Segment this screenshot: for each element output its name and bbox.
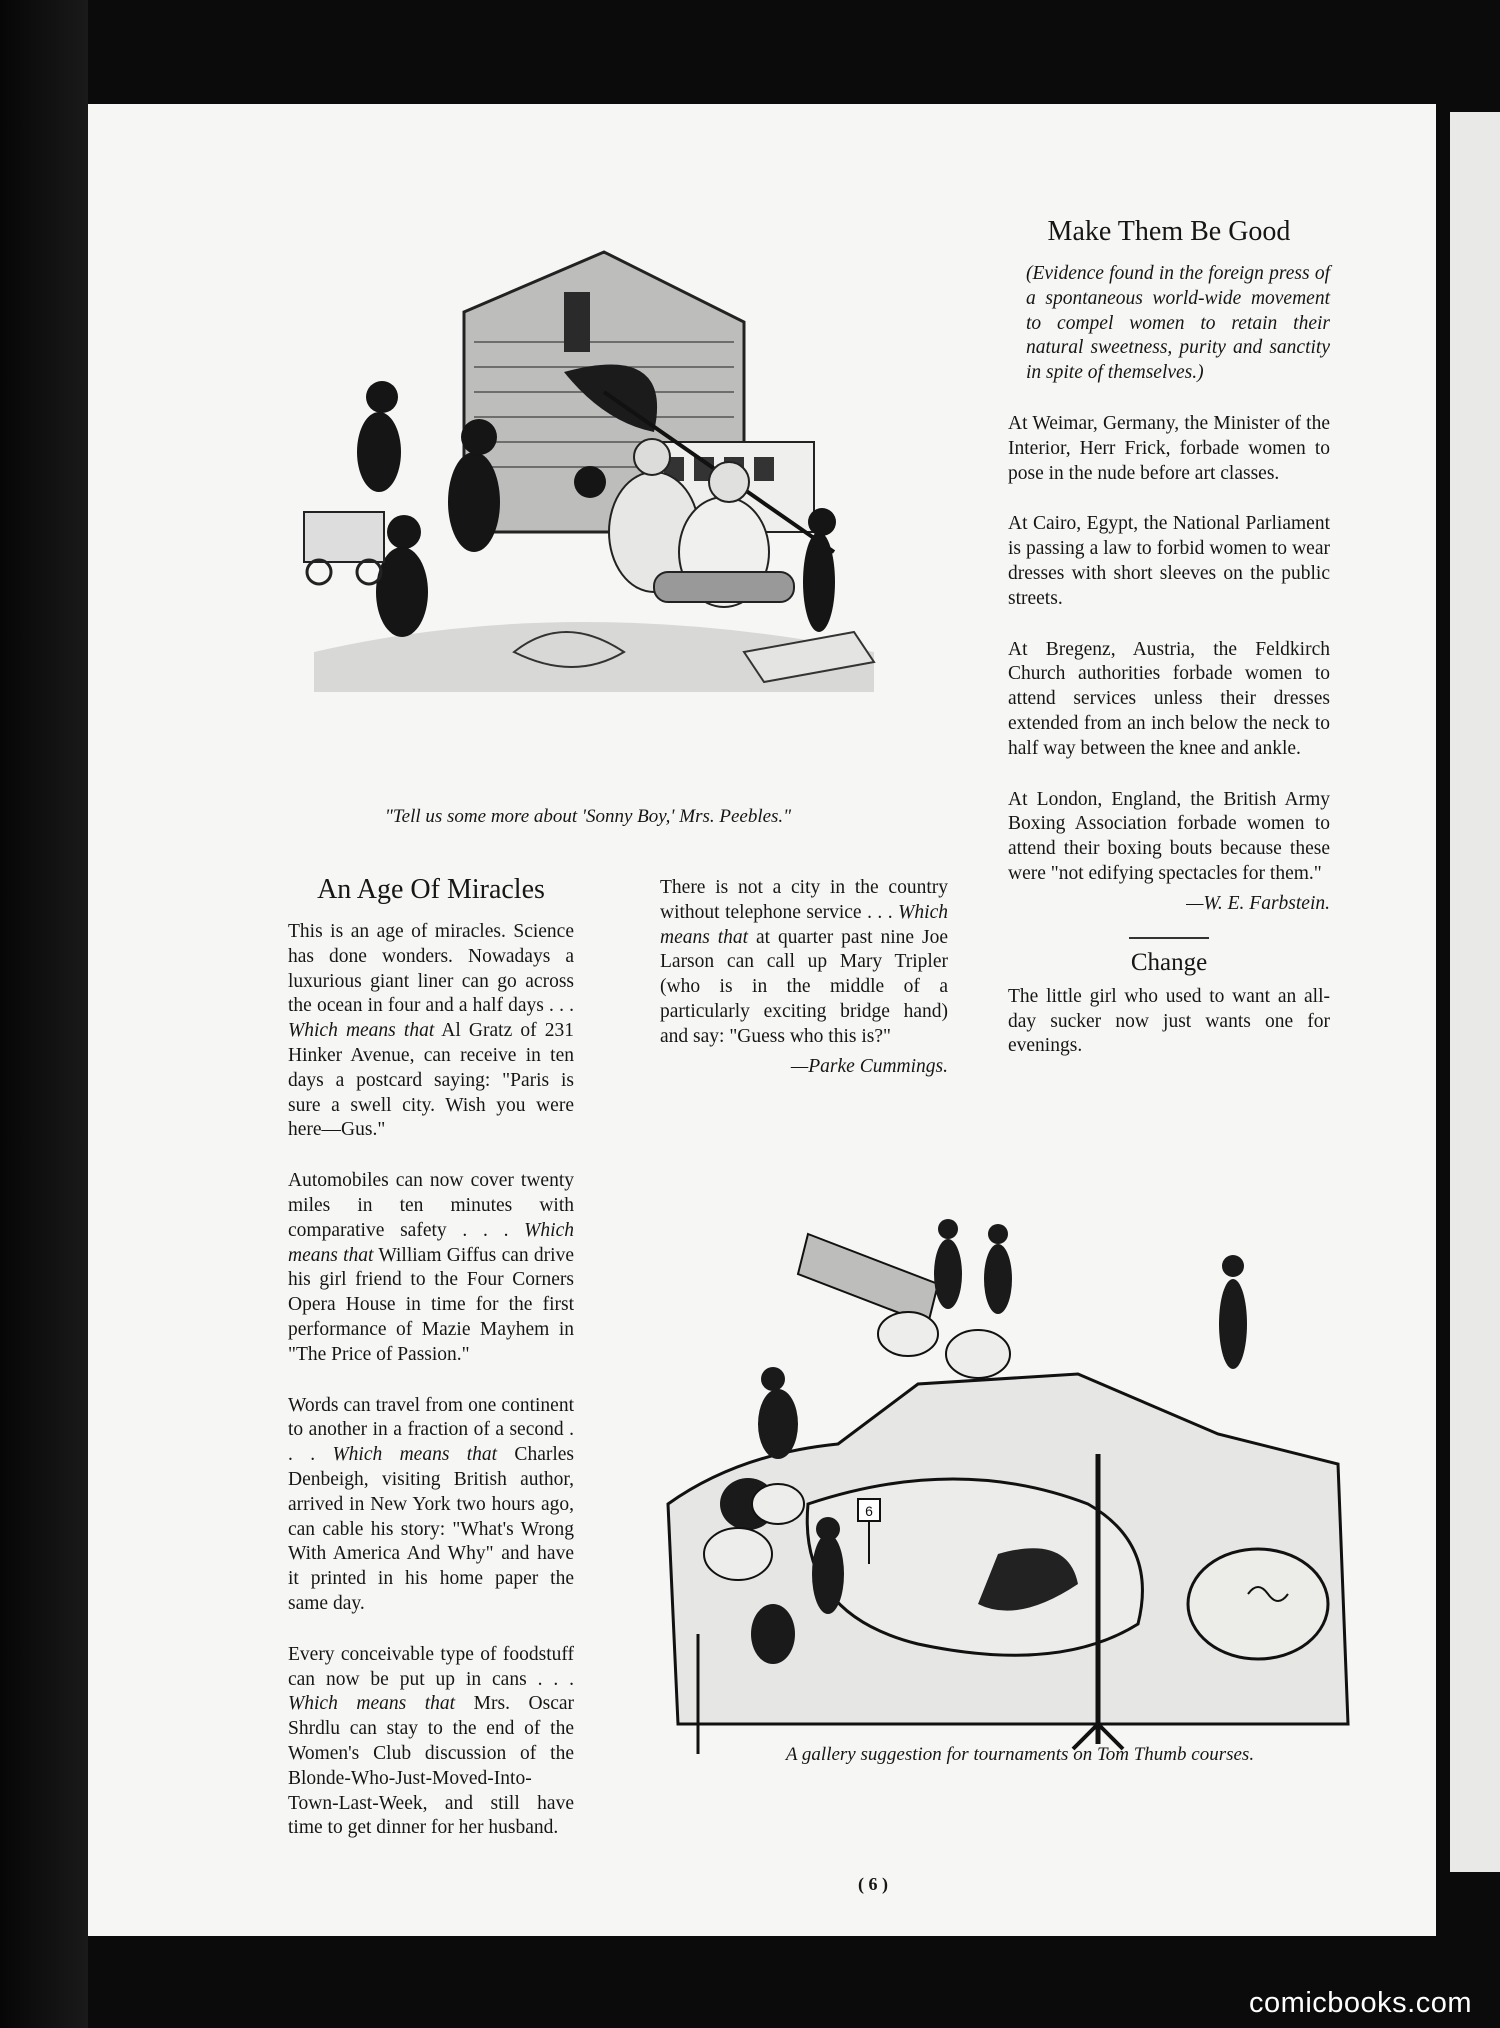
main-article-title: An Age Of Miracles — [317, 874, 545, 905]
article-paragraph: There is not a city in the country without telephone service . . . Which means that at quarter past nine Joe Larson can call up Mary Tripler (who is in the middle of a particularly exciting bridge hand) and say: "Guess who this is?" — [660, 877, 948, 1047]
sidebar-article — [1008, 216, 1330, 1085]
bottom-cartoon-illustration — [658, 1204, 1358, 1764]
site-watermark: comicbooks.com — [1249, 1987, 1472, 2019]
sidebar-author: —W. E. Farbstein. — [1186, 892, 1330, 914]
article-paragraph: Words can travel from one continent to another in a fraction of a second . . . Which means that Charles Denbeigh, visiting British author, arrived in New York two hours ago, can cable his story: "What's Wrong With America And Why" and have it printed in his home paper the same day. — [288, 1394, 574, 1614]
magazine-page — [88, 104, 1436, 1936]
change-text: The little girl who used to want an all-day sucker now just wants one for evenings. — [1008, 985, 1330, 1057]
adjacent-page-edge — [1450, 112, 1500, 1872]
page-number: ( 6 ) — [858, 1874, 888, 1894]
left-page-shadow — [0, 0, 88, 2028]
sidebar-paragraph: At London, England, the British Army Boxing Association forbade women to attend their boxing bouts because these were "not edifying spectacles for them." — [1008, 788, 1330, 884]
sidebar-article-intro: (Evidence found in the foreign press of a spontaneous world-wide movement to compel women to retain their natural sweetness, purity and sanctity in spite of themselves.) — [1026, 263, 1330, 384]
sidebar-article-title: Make Them Be Good — [1047, 216, 1291, 247]
top-cartoon-caption: "Tell us some more about 'Sonny Boy,' Mrs. Peebles." — [384, 806, 792, 827]
top-cartoon-illustration — [274, 232, 904, 702]
change-title: Change — [1130, 948, 1208, 976]
bottom-cartoon-caption: A gallery suggestion for tournaments on Tom Thumb courses. — [785, 1744, 1255, 1765]
main-article-column-2 — [660, 876, 948, 1100]
article-paragraph: Automobiles can now cover twenty miles in ten minutes with comparative safety . . . Which means that William Giffus can drive his girl friend to the Four Corners Opera House in time for the first performance of Mazie Mayhem in "The Price of Passion." — [288, 1170, 574, 1365]
main-article-author: —Parke Cummings. — [790, 1055, 948, 1077]
main-article-column-1 — [288, 874, 574, 1867]
section-divider — [1129, 937, 1209, 939]
sidebar-paragraph: At Cairo, Egypt, the National Parliament is passing a law to forbid women to wear dresses with short sleeves on the public streets. — [1008, 513, 1330, 609]
sidebar-paragraph: At Bregenz, Austria, the Feldkirch Church authorities forbade women to attend services unless their dresses extended from an inch below the neck to half way between the knee and ankle. — [1008, 638, 1330, 759]
article-paragraph: This is an age of miracles. Science has done wonders. Nowadays a luxurious giant liner can go across the ocean in four and a half days . . . Which means that Al Gratz of 231 Hinker Avenue, can receive in ten days a postcard saying: "Paris is sure a swell city. Wish you were here—Gus." — [288, 921, 574, 1141]
hole-number-sign: 6 — [865, 1503, 873, 1519]
sidebar-paragraph: At Weimar, Germany, the Minister of the Interior, Herr Frick, forbade women to pose in the nude before art classes. — [1008, 412, 1330, 484]
article-paragraph: Every conceivable type of foodstuff can now be put up in cans . . . Which means that Mrs. Oscar Shrdlu can stay to the end of the Women's Club discussion of the Blonde-Who-Just-Moved-Into-Town-Last-Week, and still have time to get dinner for her husband. — [288, 1643, 574, 1839]
